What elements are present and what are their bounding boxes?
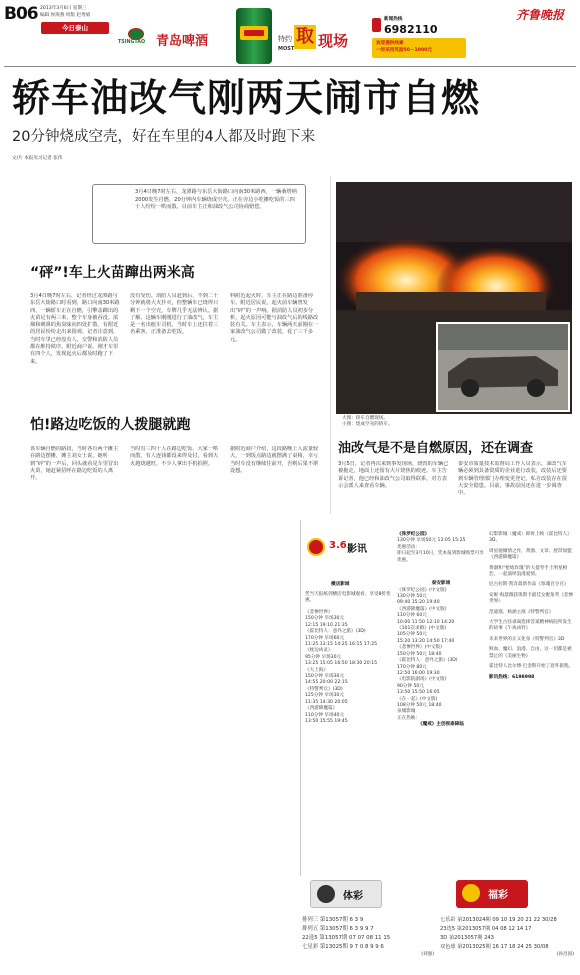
list-item: 《枕边凶灵》 [305, 648, 333, 654]
date-line: 2013年3月6日 星期三 [40, 6, 87, 11]
brand-en: TSINGTAO [118, 40, 146, 45]
list-item: 未来世界的正义化身《特警判官》3D [489, 636, 565, 642]
list-item: 150分钟 50元 18:40 [397, 651, 442, 657]
header-rule [4, 66, 576, 67]
cinema1-note: 凭当天报纸到横店电影城观看，享受8折优惠。 [305, 592, 391, 604]
list-item: 《特警判官》(3D) [305, 686, 343, 692]
hotline-number: 6982110 [384, 23, 438, 36]
reward-line1: 欢迎提供线索 [376, 41, 404, 46]
list-item: 影讯热线：6198998 [489, 674, 535, 680]
list-item: 《101次求婚》(中文版) [397, 626, 447, 632]
reward-box [372, 38, 466, 58]
beer-can-image [236, 8, 272, 64]
list-item: 鲜血、魔幻、浪漫、自由，这一切都是被禁止的《美丽生物》 [489, 647, 572, 659]
sports-label: 体彩 [343, 891, 363, 902]
list-item: 黄渤和“枪炮玫瑰”的大提琴手士明星相恋，一起演绎浪漫爱情。 [489, 565, 568, 578]
movies-section [300, 520, 576, 876]
list-item: 15:20 13:20 14:50 17:40 [397, 638, 455, 644]
list-item: 霍比特人比尔博·巴金斯开始了意外旅程。 [489, 664, 574, 670]
list-item: 《魔戒》主创侯泰降临 [418, 722, 464, 728]
sports-source: (刘强) [421, 952, 434, 957]
list-item: 《悲惨世界》(中文版) [397, 645, 442, 651]
list-item: 108分钟 50元 18:40 [397, 702, 442, 708]
section-tab [41, 22, 109, 34]
inset-photo [436, 322, 570, 412]
list-item: 95分钟 早场30元 [305, 654, 342, 660]
list-item: 《霍比特人：意外之旅》(3D) [305, 629, 366, 635]
xianchang: 现场 [318, 32, 349, 50]
list-item: 23选5 第2013057期 04 08 12 14 17 [440, 926, 532, 932]
list-item: 《霍比特人：意外之旅》(3D) [397, 658, 458, 664]
summary-box [92, 184, 306, 244]
list-item: 110分钟 60元 [397, 613, 427, 619]
hotline-block [372, 16, 472, 62]
section-tab-label: 今日泰山 [62, 24, 88, 32]
section1-title: “砰”!车上火苗蹿出两米高 [30, 265, 195, 281]
list-item: 150分钟 早场30元 [305, 674, 345, 680]
list-item: 《西游降魔篇》 [305, 706, 338, 712]
list-item: 幻影影城（魔戒）即将上映《霍比特人》3D。 [489, 532, 572, 544]
qu-char: 取 [296, 26, 314, 47]
section3-title: 油改气是不是自燃原因，还在调查 [338, 441, 534, 456]
section2-col1: 该车辆自燃的路段，当时各有两个摊主在路边摆摊，摊主刘女士说，她听到“砰”的一声后，回头就看见车里冒出火苗，她赶紧招呼在路边吃饭的人离开。 [30, 446, 119, 482]
subhead: 20分钟烧成空壳，好在车里的4人都及时跑下来 [12, 129, 316, 145]
list-item: 七星彩 第13025期 9 7 0 8 9 9 6 [302, 944, 384, 950]
brand-cn: 青岛啤酒 [156, 34, 209, 49]
section2-col3: 据附近商户介绍，这段路晚上人流量较大，一到饭点路边就摆满了桌椅，幸亏当时车没有继续往前开，否则后果不堪设想。 [230, 446, 319, 474]
movies-title: 影讯 [347, 544, 367, 555]
list-item: 12:50 16:00 19:30 [397, 670, 440, 676]
section1-col3: 料附近起火时，车主正在路边准备停车。附近居民说，起火前车辆曾发出“砰”的一声响。据消防人员初步分析，起火原因可能与油改气后的线路改装有关。车主表示，车辆两天前刚在一家油改气公司做了改装，花了三千多元。 [230, 293, 319, 343]
cinema1-name: 横店影城 [331, 582, 350, 587]
list-item: 13:50 15:55 19:45 [305, 718, 348, 724]
hotline-label: 新闻热线 [384, 17, 403, 22]
reward-line2: 一经采用奖励50－1000元 [376, 48, 432, 53]
welfare-lottery-logo [456, 880, 528, 908]
list-item: 130分钟 50元 [397, 594, 427, 600]
list-item: 泰安影城 [431, 581, 451, 587]
editors-line: 编辑 侯海燕 组版 赵秀娟 [40, 13, 91, 18]
headline: 轿车油改气刚两天闹市自燃 [12, 76, 481, 120]
page-code: B06 [4, 4, 38, 24]
list-item: 22选5 第13057期 07 07 08 11 15 [302, 935, 391, 941]
list-item: 大学生古怪乖离选择答案精神病院所发生的故事《午夜凶铃》 [489, 620, 572, 632]
list-item: 125分钟 早场30元 [305, 693, 345, 699]
list-item: 《西游降魔篇》(中文版) [397, 606, 447, 612]
divider-vertical [330, 176, 331, 514]
list-item: 14:55 20:00 22:15 [305, 680, 348, 686]
welfare-icon [462, 884, 480, 902]
lottery-section [300, 876, 576, 972]
list-item: 《侏罗纪公园》(中文版) [397, 587, 447, 593]
section1-col1: 3月4日晚7时左右，记者经过龙潭路与东岳大街路口时看到，路口向南30米路西，一辆轿车正在自燃，引擎盖蹿出的火苗足有两三米，整个车身被吞没。浓烟和刺鼻的焦臭味向四处扩散，有附近的居民纷纷走出来围观。记者注意到，当时车里已经没有人，交警和消防人员都在维持秩序。附近商户说，刚才车里有四个人，发现起火后都及时跑了下来。 [30, 293, 120, 365]
list-item: 130分钟 早场50元 13:05 15:25 [397, 538, 466, 544]
welfare-source: (孙昌国) [556, 952, 574, 957]
cinema2-block [397, 532, 485, 729]
section2-col2: 当时有三四十人在路边吃饭，大家一哄而散，有人连钱都没来得及付。看到大火越烧越旺，不少人拿出手机拍照。 [130, 446, 219, 467]
list-item: 双色球 第2013025期 16 17 18 24 25 30/08 [440, 944, 549, 950]
list-item: 《悲惨世界》 [305, 610, 333, 615]
list-item: 170分钟 80元 [397, 664, 427, 670]
movies-badge: 3.6 [329, 540, 347, 551]
sports-icon [317, 885, 335, 903]
tsingtao-logo [118, 28, 154, 46]
list-item: 排列三 第13057期 6 3 9 [302, 917, 364, 923]
cinema2-title: 《侏罗纪公园》 [397, 532, 430, 537]
list-item: 13:25 15:05 16:50 18:30 20:15 [305, 661, 378, 667]
list-item: 优惠活动： [397, 544, 420, 550]
byline: 文/片 本报见习记者 张伟 [12, 156, 63, 161]
sports-results [302, 916, 434, 958]
paper-name: 齐鲁晚报 [516, 8, 565, 22]
list-item: 《在一起》(中文版) [397, 696, 438, 702]
list-item: 3D 第2013057期 243 [440, 935, 494, 941]
list-item: 即日起至3月10日，凭本报到影城购票可享优惠。 [397, 551, 484, 563]
cinema1-list [305, 610, 393, 725]
cinema3-block [489, 532, 575, 681]
list-item: 尼古拉斯·凯奇最新作品《惊魂百分百》 [489, 582, 569, 588]
fire-photo [336, 182, 572, 414]
ad-banner [118, 8, 578, 64]
list-item: 七乐彩 第2013024期 09 10 19 20 21 22 30/28 [440, 917, 557, 923]
list-item: 13:50 15:50 16:05 [397, 690, 440, 696]
photo-caption: 大图：轿车自燃现场。 小图：烧成空壳的轿车。 [342, 416, 393, 428]
film-reel-icon [307, 538, 325, 556]
list-item: 105分钟 50元 [397, 632, 427, 638]
list-item: 11:35 14:30 20:05 [305, 699, 348, 705]
list-item: 150分钟 早场30元 [305, 616, 345, 622]
most: MOST [278, 46, 295, 52]
welfare-results [440, 916, 574, 958]
list-item: 正在热映： [397, 715, 420, 721]
te-yue: 特约 [278, 35, 292, 43]
list-item: 09:40 15:20 19:40 [397, 600, 440, 606]
phone-icon [372, 18, 381, 32]
list-item: 《大上海》 [305, 667, 328, 673]
list-item: 泉城影城 [397, 709, 416, 715]
welfare-label: 福彩 [488, 890, 508, 901]
list-item: 安妮·海瑟薇获奥斯卡最佳女配角奖《悲惨世界》 [489, 592, 574, 605]
list-item: 12:15 19:10 21:35 [305, 622, 348, 628]
list-item: 范迪塞、杨涵主演《特警判官》 [489, 609, 554, 615]
sports-lottery-logo [310, 880, 382, 908]
list-item: 110分钟 早场40元 [305, 712, 345, 718]
list-item: 170分钟 早场60元 [305, 635, 345, 641]
section2-title: 怕!路边吃饭的人拨腿就跑 [30, 417, 191, 433]
section3-col1: 3月5日，记者再次来到事发现场，烧毁的车辆已被拖走，地面上还留有大片烧焦的痕迹。车主告诉记者，他已经和油改气公司取得联系，对方表示会派人来查看车辆。 [338, 461, 449, 489]
list-item: 《电影院剧场》(中文版) [397, 677, 447, 683]
list-item: 11:25 13:15 14:25 16:15 17:25 [305, 642, 378, 648]
summary-text: 3月4日晚7时左右，龙潭路与东岳大街路口向南30米路西，一辆桑塔纳2000发生自燃，20分钟内车辆烧成空壳。正在旁边小吃摊吃饭的三四十人纷纷一哄而散。目前车主正和油改气公司协商赔偿。 [135, 189, 297, 211]
list-item: 90分钟 50元 [397, 683, 424, 689]
list-item: 排列五 第13057期 6 3 9 9 7 [302, 926, 374, 932]
section3-col2: 泰安市质量技术监督局工作人员表示，油改气车辆必须到具备资质的企业进行改装，改装后还要到车辆管理部门办理变更登记，私自改装存在很大安全隐患。目前，事故原因还在进一步调查中。 [458, 461, 567, 497]
list-item: 周星驰倾情之作，黄渤、文章、舒淇加盟《西游降魔篇》 [489, 548, 572, 561]
list-item: 10:00 11:50 12:10 14:20 [397, 619, 455, 625]
section1-col2: 没有受伤。消防人员赶到后，不到二十分钟就将大火扑灭，但整辆车已烧得只剩下一个空壳，车牌几乎无法辨认。据了解，这辆车刚刚进行了油改气，车主是一名出租车司机，当时车上还拉着三名乘客，正准备去吃饭。 [130, 293, 219, 336]
